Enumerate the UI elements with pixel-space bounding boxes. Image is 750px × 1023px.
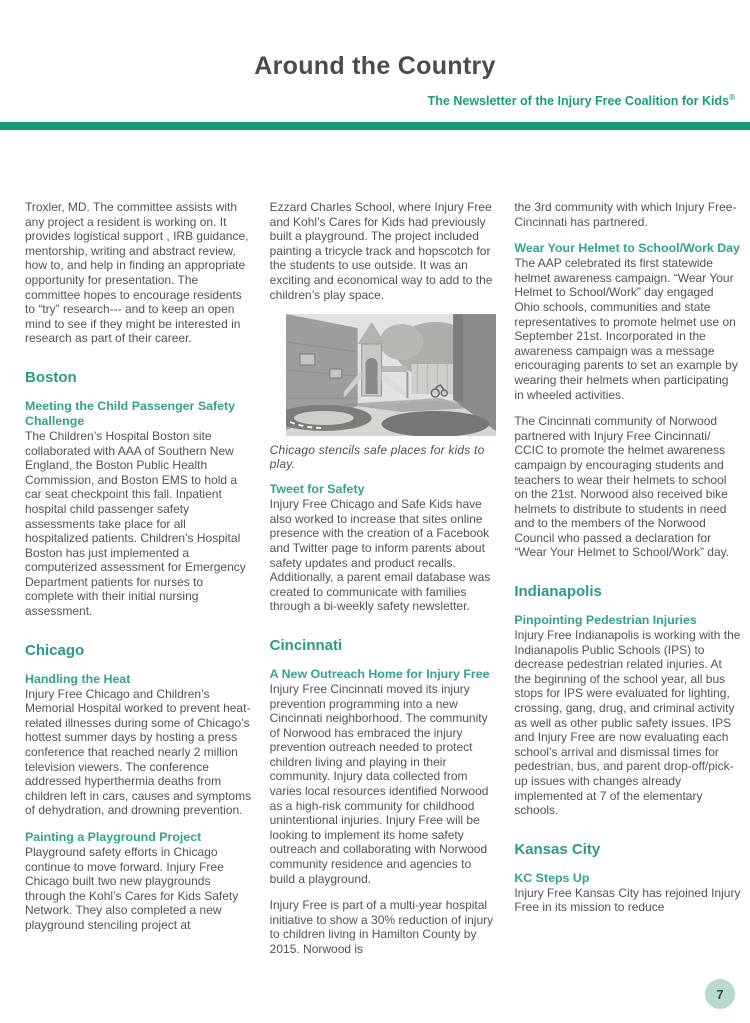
body-paragraph: the 3rd community with which Injury Free-Cincinnati has partnered. <box>514 200 737 229</box>
registered-trademark-mark: ® <box>729 93 735 102</box>
body-paragraph: Injury Free Chicago and Safe Kids have also worked to increase that sites online presence with the creation of a Facebook and Twitter page to inform parents about safety updates and product recalls. Additionally, a parent email database was created to communicate with families through a bi-weekly safety newsletter. <box>269 497 491 614</box>
section-subheading: Pinpointing Pedestrian Injuries <box>514 613 697 628</box>
city-heading: Kansas City <box>514 840 601 858</box>
newsletter-page <box>0 52 750 1002</box>
section-subheading: A New Outreach Home for Injury Free <box>269 666 490 681</box>
section-subheading: KC Steps Up <box>514 870 590 885</box>
body-paragraph: Ezzard Charles School, where Injury Free and Kohl’s Cares for Kids had previously built a playground. The project included painting a tricycle track and hopscotch for the students to use outside. It was an exciting and economical way to add to the children’s play space. <box>269 200 493 302</box>
body-paragraph: The Children’s Hospital Boston site collaborated with AAA of Southern New England, the Boston Public Health Commission, and Boston EMS to hold a car seat checkpoint this fall. Inpatient hospital child passenger safety assessments take place for all hospitalized patients. Children’s Hospital Boston has just implemented a computerized assessment for Emergency Department patients for nurses to complete with their initial nursing assessment. <box>25 428 246 619</box>
body-paragraph: The Cincinnati community of Norwood partnered with Injury Free Cincinnati/ CCIC to promote the helmet awareness campaign by encouraging students and teachers to wear their helmets to school on the 21st. Norwood also received bike helmets to distribute to students in need and to the members of the Norwood Council who passed a declaration for “Wear Your Helmet to School/Work” day. <box>514 414 730 560</box>
page-title: Around the Country <box>254 52 496 80</box>
body-paragraph: Playground safety efforts in Chicago continue to move forward. Injury Free Chicago built two new playgrounds through the Kohl’s Cares for Kids Safety Network. They also completed a new playground stenciling project at <box>25 845 239 932</box>
section-subheading: Painting a Playground Project <box>25 830 202 844</box>
body-paragraph: The AAP celebrated its first statewide helmet awareness campaign. “Wear Your Helmet to School/Work” day engaged Ohio schools, communities and state representatives to promote helmet use on September 21st. Incorporated in the awareness campaign was a message encouraging parents to set an example by wearing their helmets when participating in wheeled activities. <box>514 256 738 402</box>
page-number-badge <box>705 979 735 1009</box>
column-2 <box>270 200 497 1023</box>
body-paragraph: Troxler, MD. The committee assists with any project a resident is working on. It provides logistical support , IRB guidance, mentorship, writing and abstract review, how to, and help in finding an appropriate opportunity for presentation. The committee hopes to encourage residents to “try” research--- and to keep an open mind to see if they might be interested in research as part of their career. <box>25 200 249 346</box>
city-heading: Boston <box>25 368 77 386</box>
city-heading: Cincinnati <box>269 636 343 654</box>
header-divider-bar <box>0 122 750 130</box>
page-number: 7 <box>716 986 724 1002</box>
playground-photo-figure <box>270 314 497 471</box>
newsletter-subtitle <box>0 93 750 108</box>
figure-caption: Chicago stencils safe places for kids to play. <box>269 443 485 472</box>
section-subheading: Wear Your Helmet to School/Work Day <box>514 241 740 256</box>
content-columns <box>25 200 741 1023</box>
body-paragraph: Injury Free is part of a multi-year hospital initiative to show a 30% reduction of injury to children living in Hamilton County by 2015. Norwood is <box>269 898 494 956</box>
column-1 <box>25 200 252 1023</box>
column-3 <box>514 200 741 1023</box>
body-paragraph: Injury Free Cincinnati moved its injury prevention programming into a new Cincinnati neighborhood. The community of Norwood has embraced the injury prevention outreach needed to protect children living and playing in their community. Injury data collected from varies local resources identified Norwood as a high-risk community for childhood unintentional injuries. Injury Free will be looking to implement its home safety outreach and collaborating with Norwood community residence and agencies to build a playground. <box>269 681 489 886</box>
section-subheading: Meeting the Child Passenger Safety Challenge <box>25 398 236 428</box>
section-subheading: Handling the Heat <box>25 671 131 686</box>
page-header <box>0 52 750 130</box>
newsletter-subtitle-text: The Newsletter of the Injury Free Coalition for Kids <box>427 94 730 109</box>
body-paragraph: Injury Free Chicago and Children’s Memorial Hospital worked to prevent heat-related illnesses during some of Chicago’s hottest summer days by hosting a press conference that reached nearly 2 million television viewers. The conference addressed hyperthermia deaths from children left in cars, causes and symptoms of dehydration, and drowning prevention. <box>25 686 252 818</box>
city-heading: Chicago <box>25 641 85 659</box>
section-subheading: Tweet for Safety <box>269 482 365 497</box>
playground-photo-image <box>286 314 497 436</box>
body-paragraph: Injury Free Indianapolis is working with the Indianapolis Public Schools (IPS) to decrease pedestrian related injuries. At the beginning of the school year, all bus stops for IPS were evaluated for lighting, crossing, gang, drug, and criminal activity as well as other public safety issues. IPS and Injury Free are now evaluating each school’s arrival and dismissal times for pedestrian, bus, and parent drop-off/pick-up issues with changes already implemented at 7 of the elementary schools. <box>514 628 741 818</box>
playground-photo <box>286 314 497 436</box>
city-heading: Indianapolis <box>514 583 602 601</box>
body-paragraph: Injury Free Kansas City has rejoined Injury Free in its mission to reduce <box>514 885 741 915</box>
